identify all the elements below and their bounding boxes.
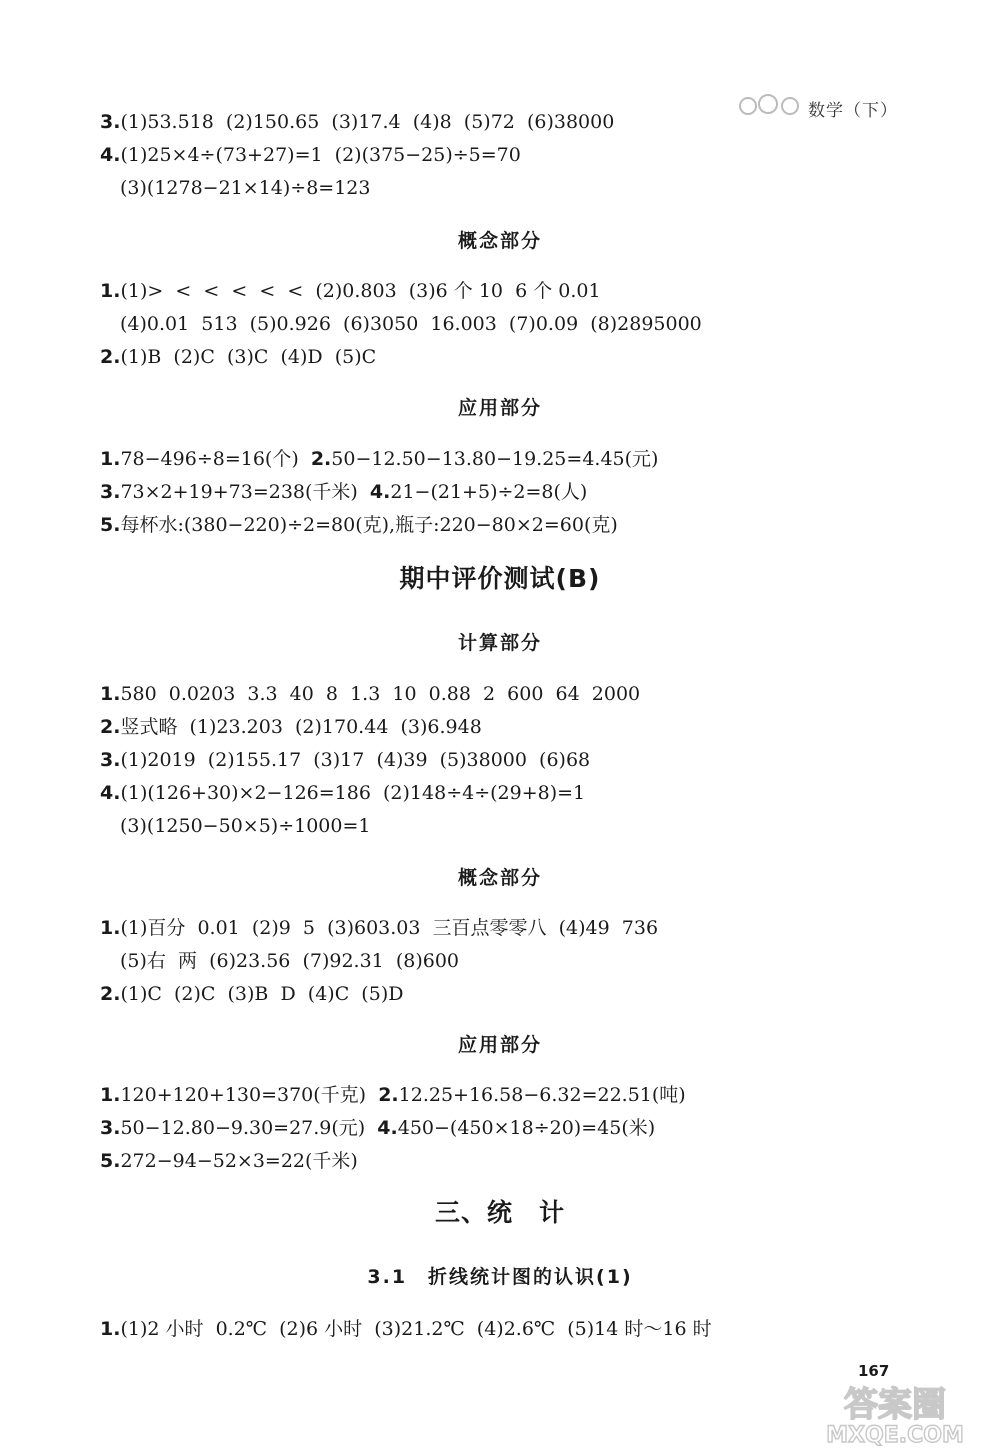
answer-text: 120+120+130=370(千克) — [120, 1084, 379, 1106]
answer-text: (1)2019 (2)155.17 (3)17 (4)39 (5)38000 (6)68 — [120, 749, 591, 771]
section-subheading: 概念部分 — [457, 230, 542, 252]
question-number: 1. — [100, 448, 121, 470]
answer-text: 50−12.80−9.30=27.9(元) — [120, 1117, 378, 1139]
answer-text: (5)右 两 (6)23.56 (7)92.31 (8)600 — [120, 950, 460, 972]
watermark-text: 答案圈 — [844, 1385, 946, 1425]
answer-line — [120, 817, 370, 836]
question-number: 5. — [100, 514, 121, 536]
section-title: 三、统 计 — [434, 1198, 565, 1227]
answer-line — [100, 282, 601, 301]
header-decoration-icon — [738, 92, 804, 120]
answer-line — [100, 919, 658, 938]
answer-text: 73×2+19+73=238(千米) — [120, 481, 370, 503]
answer-line — [100, 1086, 686, 1105]
answer-text: (3)(1278−21×14)÷8=123 — [120, 177, 371, 199]
answer-line — [120, 179, 370, 198]
question-number: 4. — [100, 144, 121, 166]
answer-line — [100, 146, 521, 165]
question-number: 1. — [100, 683, 121, 705]
answer-text: 12.25+16.58−6.32=22.51(吨) — [398, 1084, 686, 1106]
question-number: 2. — [100, 983, 121, 1005]
answer-text: 78−496÷8=16(个) — [120, 448, 311, 470]
question-number: 2. — [378, 1084, 399, 1106]
question-number: 1. — [100, 1318, 121, 1340]
answer-line — [100, 1320, 712, 1339]
watermark-logo — [800, 1378, 990, 1448]
question-number: 4. — [100, 782, 121, 804]
section-subheading: 概念部分 — [457, 867, 542, 889]
answer-line — [100, 718, 482, 737]
question-number: 2. — [100, 716, 121, 738]
section-subheading: 应用部分 — [457, 1034, 542, 1056]
question-number: 1. — [100, 280, 121, 302]
answer-line — [100, 784, 585, 803]
answer-text: 272−94−52×3=22(千米) — [120, 1150, 358, 1172]
section-subheading: 应用部分 — [457, 397, 542, 419]
answer-text: (1)(126+30)×2−126=186 (2)148÷4÷(29+8)=1 — [120, 782, 586, 804]
section-title: 期中评价测试(B) — [399, 564, 601, 593]
answer-line — [100, 516, 618, 535]
question-number: 3. — [100, 749, 121, 771]
watermark-subtext: MXQE.COM — [826, 1423, 964, 1448]
answer-text: (1)C (2)C (3)B D (4)C (5)D — [120, 983, 404, 1005]
answer-text: (1)B (2)C (3)C (4)D (5)C — [120, 346, 377, 368]
question-number: 2. — [100, 346, 121, 368]
answer-text: (1)2 小时 0.2℃ (2)6 小时 (3)21.2℃ (4)2.6℃ (5)14 时～16 时 — [120, 1318, 712, 1340]
answer-text: 50−12.50−13.80−19.25=4.45(元) — [331, 448, 659, 470]
page-number: 167 — [858, 1362, 890, 1380]
answer-line — [100, 113, 614, 132]
answer-text: 580 0.0203 3.3 40 8 1.3 10 0.88 2 600 64 2000 — [120, 683, 641, 705]
answer-text: 450−(450×18÷20)=45(米) — [397, 1117, 656, 1139]
answer-text: (1)25×4÷(73+27)=1 (2)(375−25)÷5=70 — [120, 144, 521, 166]
answer-line — [100, 450, 658, 469]
header-subject-tag: 数学（下） — [808, 101, 898, 121]
question-number: 1. — [100, 1084, 121, 1106]
section-subheading: 3.1 折线统计图的认识(1) — [367, 1266, 633, 1288]
answer-text: (1)> < < < < < (2)0.803 (3)6 个 10 6 个 0.01 — [120, 280, 601, 302]
answer-text: 每杯水:(380−220)÷2=80(克),瓶子:220−80×2=60(克) — [120, 514, 618, 536]
answer-text: (1)53.518 (2)150.65 (3)17.4 (4)8 (5)72 (6)38000 — [120, 111, 615, 133]
question-number: 2. — [310, 448, 332, 470]
answer-line — [100, 348, 376, 367]
question-number: 4. — [369, 481, 391, 503]
answer-line — [100, 1152, 358, 1171]
answer-text: (1)百分 0.01 (2)9 5 (3)603.03 三百点零零八 (4)49 736 — [120, 917, 659, 939]
answer-text: (4)0.01 513 (5)0.926 (6)3050 16.003 (7)0.09 (8)2895000 — [120, 313, 702, 335]
answer-line — [100, 985, 403, 1004]
answer-text: 21−(21+5)÷2=8(人) — [390, 481, 588, 503]
answer-line — [100, 1119, 655, 1138]
question-number: 1. — [100, 917, 121, 939]
answer-line — [100, 483, 587, 502]
answer-text: 竖式略 (1)23.203 (2)170.44 (3)6.948 — [120, 716, 482, 738]
section-subheading: 计算部分 — [457, 632, 542, 654]
answer-text: (3)(1250−50×5)÷1000=1 — [120, 815, 371, 837]
answer-line — [120, 952, 459, 971]
question-number: 3. — [100, 1117, 121, 1139]
question-number: 3. — [100, 481, 121, 503]
answer-line — [100, 751, 590, 770]
question-number: 5. — [100, 1150, 121, 1172]
answer-line — [100, 685, 640, 704]
question-number: 4. — [377, 1117, 398, 1139]
answer-line — [120, 315, 702, 334]
question-number: 3. — [100, 111, 121, 133]
